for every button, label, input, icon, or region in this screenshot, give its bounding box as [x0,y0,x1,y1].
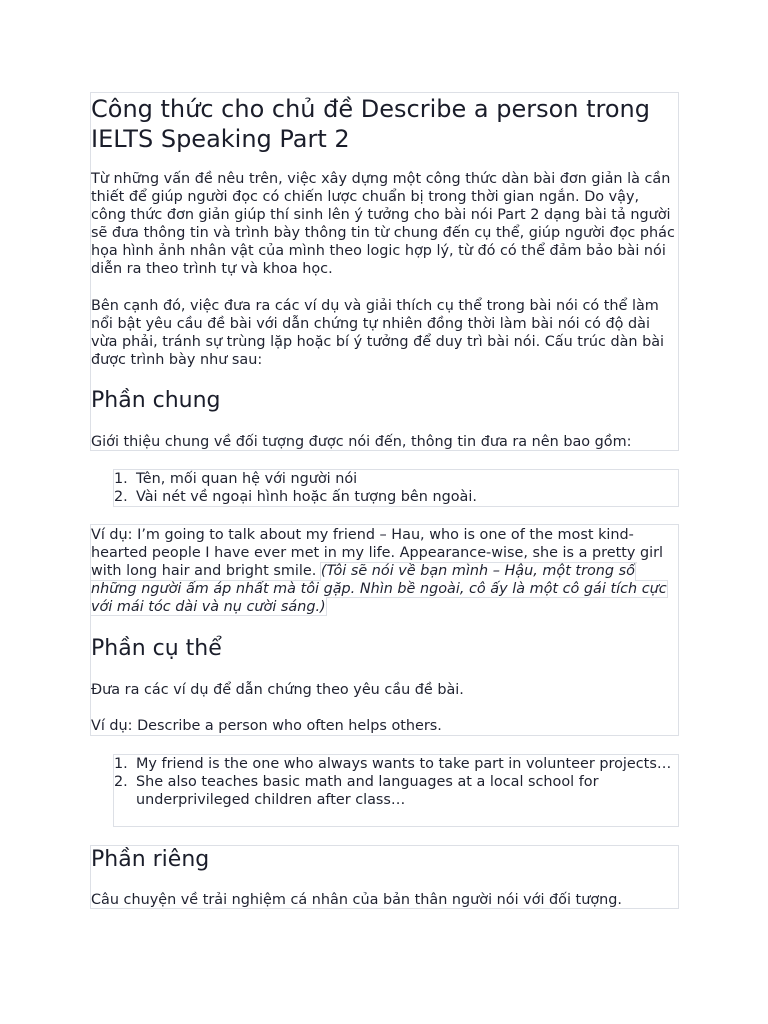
example-text: Ví dụ: I’m going to talk about my friend – Hau, who is one of the most kind-hearted people I have ever met in my life. Appearance-wise, she is a pretty girl with long hair and bright smile. [91,527,664,579]
chung-list-block [113,469,679,507]
list-item-number: 2. [114,774,128,790]
intro-block [90,92,679,451]
cu-the-list-block [113,754,679,827]
rieng-block [90,845,679,909]
list-item-text: She also teaches basic math and languages at a local school for underprivileged children after class… [136,774,599,808]
list-item-number: 1. [114,471,128,487]
list-item-text: My friend is the one who always wants to take part in volunteer projects… [136,756,672,772]
intro-paragraph-1: Từ những vấn đề nêu trên, việc xây dựng một công thức dàn bài đơn giản là cần thiết để giúp người đọc có chiến lược chuẩn bị trong thời gian ngắn. Do vậy, công thức đơn giản giúp thí sinh lên ý tưởng cho bài nói Part 2 dạng bài tả người sẽ đưa thông tin và trình bày thông tin từ chung đến cụ thể, giúp người đọc phác họa hình ảnh nhân vật của mình theo logic hợp lý, từ đó có thể đảm bảo bài nói diễn ra theo trình tự và khoa học. [91,171,675,277]
page-title: Công thức cho chủ đề Describe a person trong IELTS Speaking Part 2 [91,95,650,153]
list-item [114,773,680,809]
chung-numbered-list [114,470,680,506]
list-item-number: 1. [114,756,128,772]
section-cu-the-example-label: Ví dụ: Describe a person who often helps others. [91,718,442,734]
list-item-text: Vài nét về ngoại hình hoặc ấn tượng bên ngoài. [136,489,477,505]
example-translation: (Tôi sẽ nói về bạn mình – Hậu, một trong số những người ấm áp nhất mà tôi gặp. Nhìn bề ngoài, cô ấy là một cô gái tích cực với mái tóc dài và nụ cười sáng.) [91,563,667,615]
list-item [114,470,680,488]
list-item-number: 2. [114,489,128,505]
cu-the-numbered-list [114,755,680,809]
list-item [114,755,680,773]
section-rieng-description: Câu chuyện về trải nghiệm cá nhân của bản thân người nói với đối tượng. [91,892,622,908]
list-item [114,488,680,506]
section-heading-chung: Phần chung [91,388,221,413]
list-item-text: Tên, mối quan hệ với người nói [136,471,358,487]
section-heading-rieng: Phần riêng [91,847,210,872]
intro-paragraph-2: Bên cạnh đó, việc đưa ra các ví dụ và giải thích cụ thể trong bài nói có thể làm nổi bật yêu cầu đề bài với dẫn chứng tự nhiên đồng thời làm bài nói có độ dài vừa phải, tránh sự trùng lặp hoặc bí ý tưởng để duy trì bài nói. Cấu trúc dàn bài được trình bày như sau: [91,298,665,368]
section-heading-cu-the: Phần cụ thể [91,636,222,661]
section-cu-the-description: Đưa ra các ví dụ để dẫn chứng theo yêu cầu đề bài. [91,682,464,698]
example-block [90,524,679,736]
example-paragraph [91,526,677,616]
section-chung-description: Giới thiệu chung về đối tượng được nói đến, thông tin đưa ra nên bao gồm: [91,434,632,450]
